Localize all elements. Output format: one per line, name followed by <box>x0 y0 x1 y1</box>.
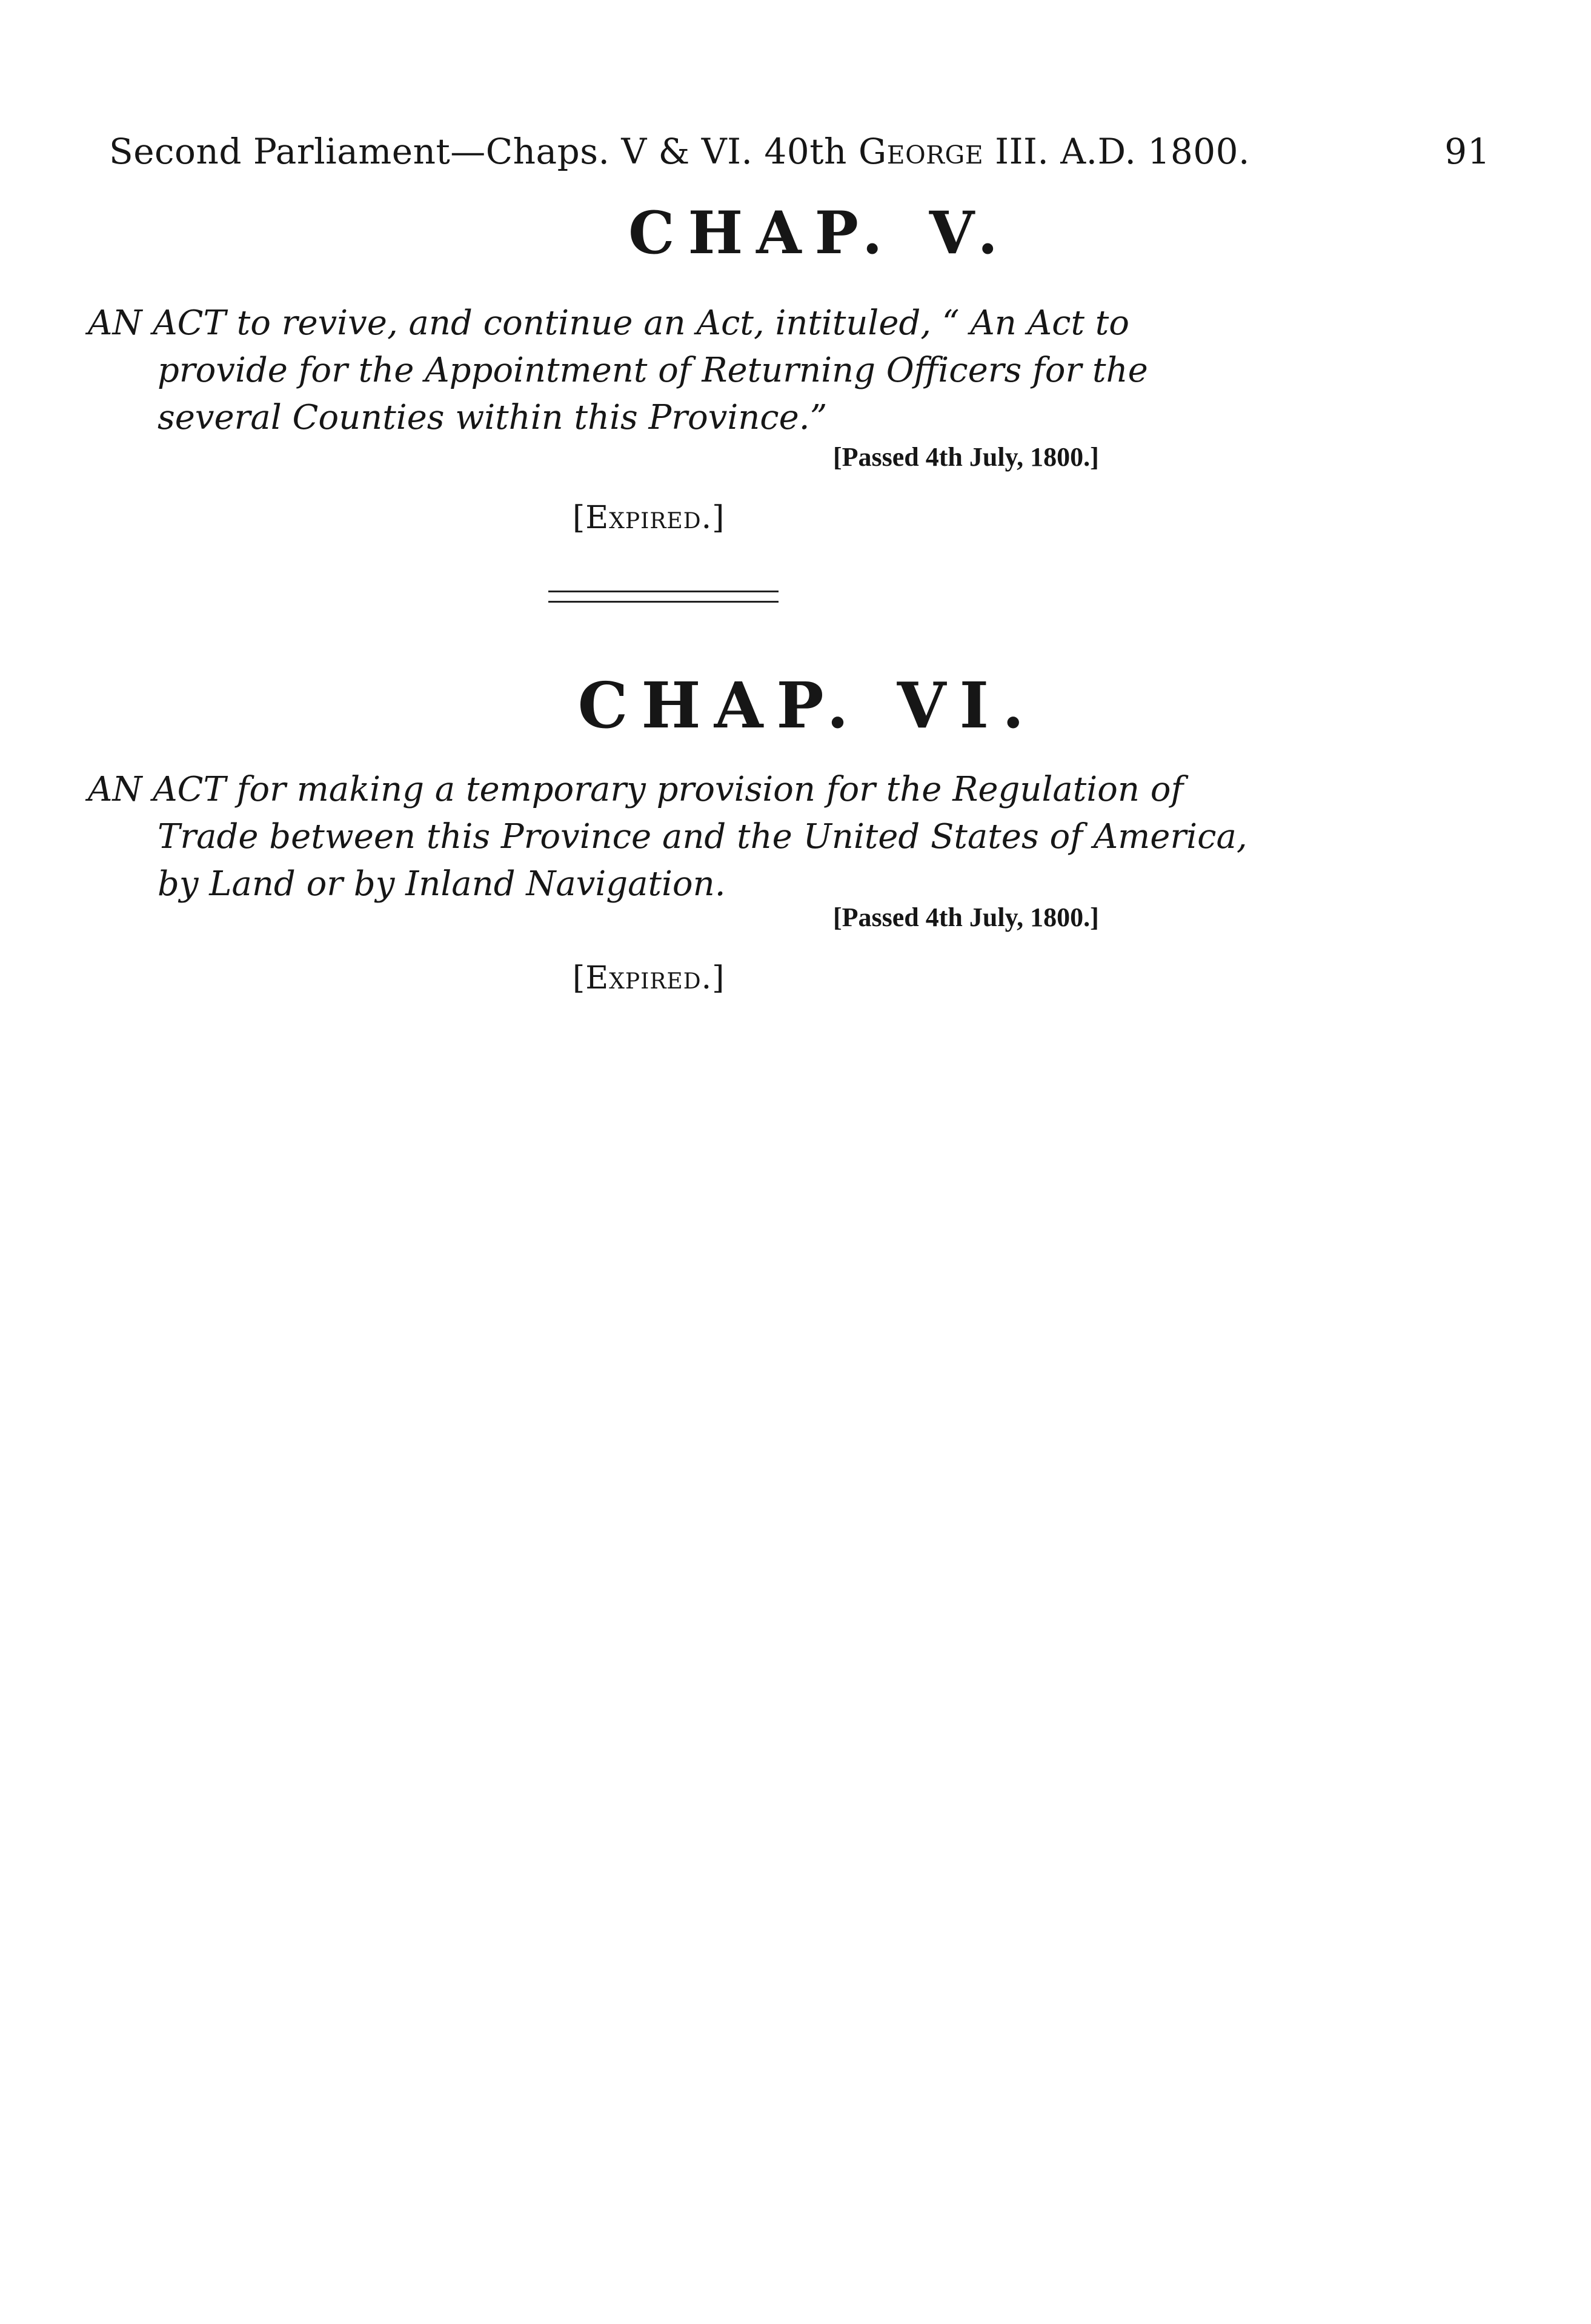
running-head-title-start: Second Parliament—Chaps. V & VI. 40th <box>109 131 859 172</box>
running-head <box>109 124 1490 179</box>
act-title-chapter-vi <box>88 766 1260 908</box>
chapter-separator-rule <box>548 591 779 603</box>
page-number: 91 <box>1444 131 1490 172</box>
act-text-v: to revive, and continue an Act, intituled, “ An Act to provide for the Appointment of Returning Officers for the several Counties within this Province.” <box>158 303 1148 437</box>
act-lead-vi: AN ACT <box>88 770 226 809</box>
running-head-title <box>109 124 1250 179</box>
act-text-vi: for making a temporary provision for the Regulation of Trade between this Province and the United States of America, by Land or by Inland Navigation. <box>158 770 1247 904</box>
running-head-title-end: III. A.D. 1800. <box>983 131 1250 172</box>
passed-date-chapter-vi: [Passed 4th July, 1800.] <box>833 902 1099 932</box>
act-lead-v: AN ACT <box>88 303 226 343</box>
expired-status-chapter-v: [Expired.] <box>573 500 725 536</box>
chapter-heading-v: CHAP. V. <box>628 199 1011 267</box>
expired-status-chapter-vi: [Expired.] <box>573 960 725 996</box>
act-title-chapter-v <box>88 300 1260 442</box>
passed-date-chapter-v: [Passed 4th July, 1800.] <box>833 442 1099 472</box>
running-head-george: George <box>858 131 984 172</box>
chapter-heading-vi: CHAP. VI. <box>577 668 1038 743</box>
